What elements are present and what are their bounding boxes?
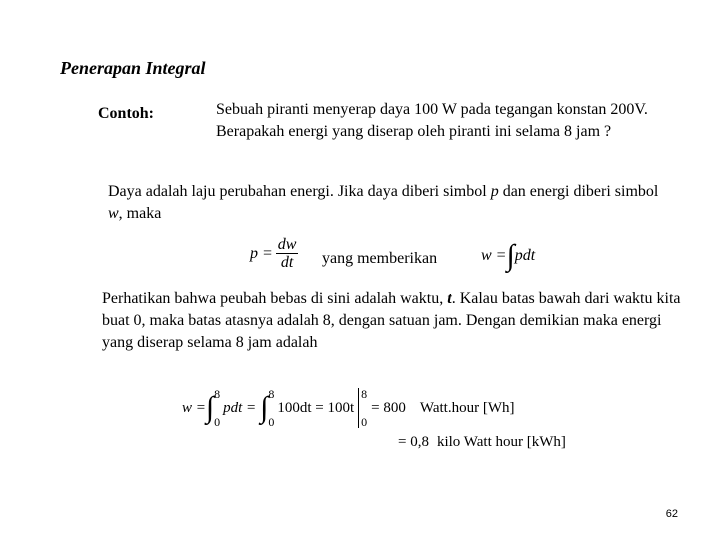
eq1-numerator: dw xyxy=(277,236,297,253)
para1-text-c: , maka xyxy=(118,205,162,222)
int1-lower: 0 xyxy=(214,415,221,429)
eq2-unit2: kilo Watt hour [kWh] xyxy=(436,434,566,450)
eval-upper: 8 xyxy=(361,387,368,401)
example-question: Sebuah piranti menyerap daya 100 W pada tegangan konstan 200V. Berapakah energi yang diserap oleh piranti ini selama 8 jam ? xyxy=(216,101,648,140)
symbol-w: w xyxy=(108,205,119,222)
page-number: 62 xyxy=(665,508,678,520)
eq1-denominator: dt xyxy=(280,254,294,271)
eq1-fraction xyxy=(276,236,299,271)
int1-limits xyxy=(214,388,220,428)
paragraph-definition xyxy=(108,181,668,225)
int2-upper: 8 xyxy=(268,387,275,401)
eq2-result: = 800 xyxy=(371,399,406,416)
equation-integral-result xyxy=(182,386,514,430)
para1-text-a: Daya adalah laju perubahan energi. Jika daya diberi simbol xyxy=(108,183,491,200)
symbol-p: p xyxy=(490,183,499,200)
symbol-t: t xyxy=(447,290,452,307)
eq2-result2: = 0,8 xyxy=(398,434,429,450)
int2-lower: 0 xyxy=(268,415,275,429)
eq2-lhs: w = xyxy=(182,399,206,416)
eq1-integrand: pdt xyxy=(514,247,536,264)
integral-icon-1: ∫ xyxy=(205,391,215,424)
eq2-unit1: Watt.hour [Wh] xyxy=(419,399,515,416)
int2-body: 100dt = 100t xyxy=(277,399,355,416)
example-label: Contoh: xyxy=(98,105,155,122)
page-title: Penerapan Integral xyxy=(60,58,206,78)
integral-icon-2: ∫ xyxy=(260,391,269,424)
eq1-connector: yang memberikan xyxy=(322,250,438,267)
equation-power xyxy=(250,236,301,271)
eq1-lhs: p = xyxy=(250,244,273,262)
para1-text-b: dan energi diberi simbol xyxy=(498,183,659,200)
para2-text-a: Perhatikan bahwa peubah bebas di sini adalah waktu, xyxy=(102,290,448,307)
equation-kwh xyxy=(398,434,566,451)
paragraph-limits xyxy=(102,288,682,354)
eq1-rhs-lhs: w = xyxy=(481,247,507,264)
int2-limits xyxy=(268,388,274,428)
eval-bar xyxy=(358,388,367,428)
int1-body: pdt = xyxy=(223,399,257,416)
para2-text-b: . Kalau batas bawah dari waktu kita buat 0, maka batas atasnya adalah 8, dengan satuan jam. Dengan demikian maka energi yang diserap selama 8 jam adalah xyxy=(102,290,681,351)
int1-upper: 8 xyxy=(214,387,221,401)
eval-lower: 0 xyxy=(361,415,368,429)
equation-energy xyxy=(481,236,535,276)
integral-icon: ∫ xyxy=(506,239,515,272)
